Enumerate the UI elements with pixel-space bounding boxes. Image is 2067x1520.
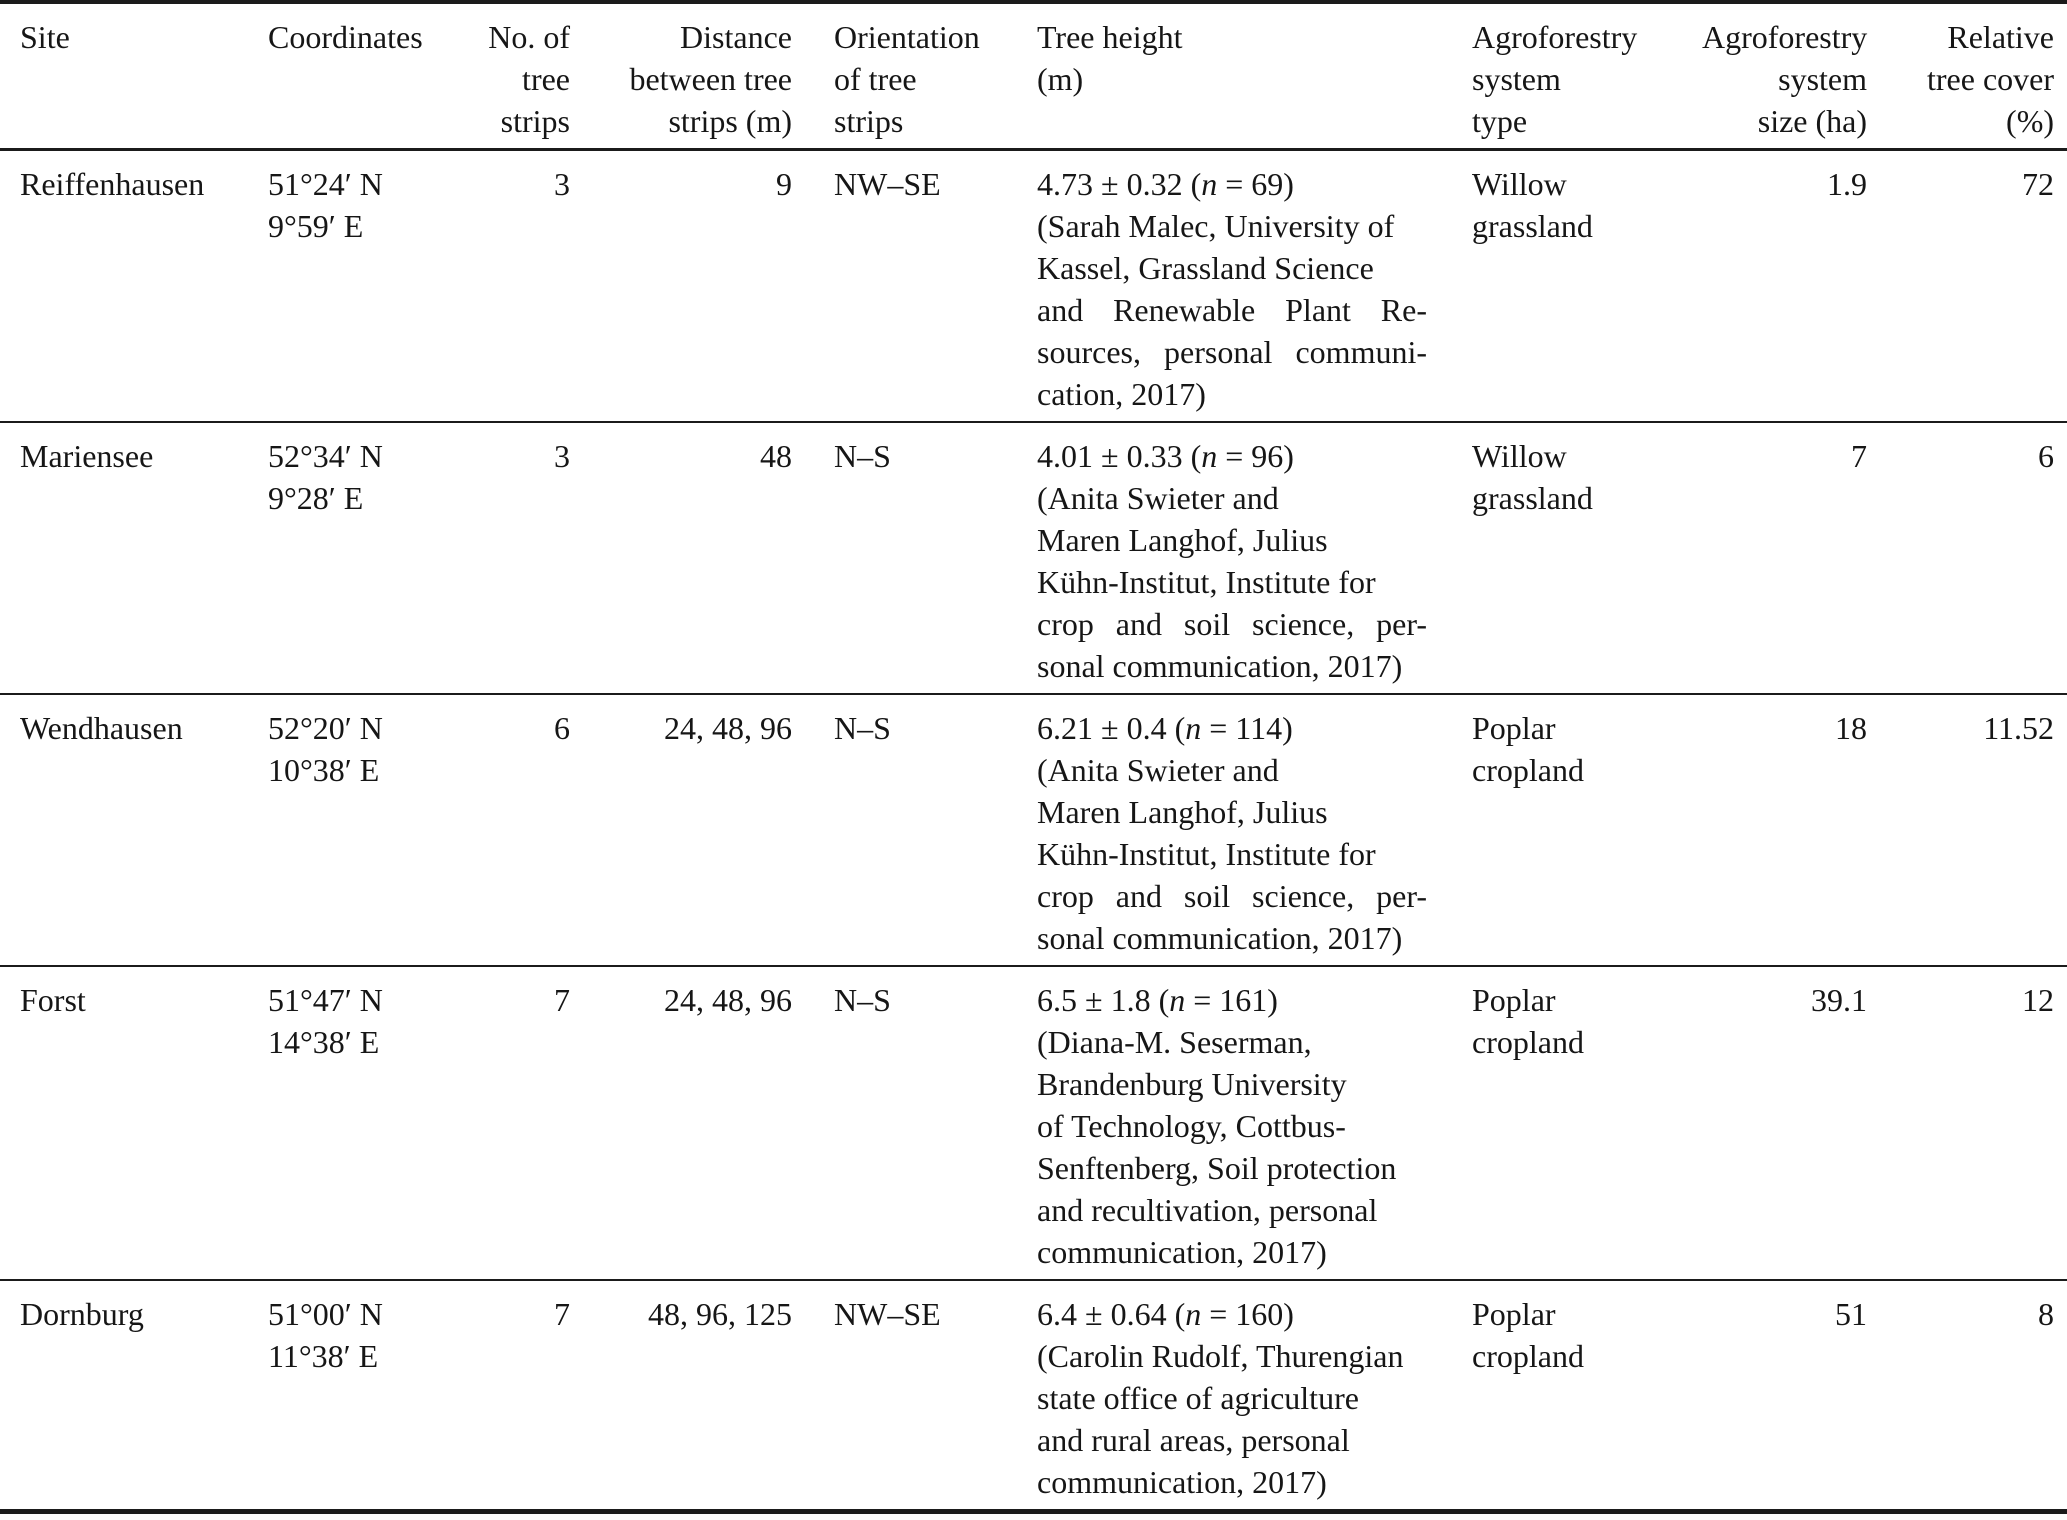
system-type-line: cropland: [1472, 1024, 1584, 1060]
n-value: = 69): [1217, 166, 1294, 202]
system-type-line: Poplar: [1472, 1296, 1556, 1332]
tree-cover-cell: 6: [2038, 438, 2054, 474]
system-type-cell: [1472, 966, 1702, 1280]
height-value: 6.5 ± 1.8 (: [1037, 982, 1170, 1018]
col-header-no-of-tree-strips: [450, 2, 570, 150]
header-line: (m): [1037, 61, 1084, 97]
orientation-cell: NW–SE: [834, 1296, 941, 1332]
n-value: = 114): [1201, 710, 1293, 746]
source-line: crop and soil science, per-: [1037, 606, 1427, 642]
header-line: Agroforestry: [1472, 19, 1638, 55]
latitude: 51°00′ N: [268, 1296, 383, 1332]
header-line: Site: [20, 19, 70, 55]
source-line: (Diana-M. Seserman,: [1037, 1024, 1312, 1060]
col-header-orientation: [792, 2, 1037, 150]
tree-cover-cell: 8: [2038, 1296, 2054, 1332]
source-line: Senftenberg, Soil protection: [1037, 1150, 1397, 1186]
col-header-relative-tree-cover: [1877, 2, 2067, 150]
source-line: (Anita Swieter and: [1037, 480, 1279, 516]
header-line: Relative: [1947, 19, 2054, 55]
site-cell: Mariensee: [20, 438, 154, 474]
header-line: No. of: [488, 19, 570, 55]
longitude: 9°28′ E: [268, 480, 364, 516]
height-value: 6.4 ± 0.64 (: [1037, 1296, 1186, 1332]
source-line: and rural areas, personal: [1037, 1422, 1350, 1458]
n-variable: n: [1201, 166, 1218, 202]
distance-cell: 9: [776, 166, 792, 202]
distance-cell: 24, 48, 96: [664, 982, 792, 1018]
no-of-tree-strips-cell: 3: [554, 438, 570, 474]
latitude: 51°47′ N: [268, 982, 383, 1018]
header-line: Distance: [680, 19, 792, 55]
distance-cell: 48, 96, 125: [648, 1296, 792, 1332]
site-cell: Reiffenhausen: [20, 166, 205, 202]
system-type-line: grassland: [1472, 208, 1593, 244]
source-line: (Carolin Rudolf, Thurengian: [1037, 1338, 1404, 1374]
source-line: (Anita Swieter and: [1037, 752, 1279, 788]
tree-height-cell: [1037, 150, 1472, 423]
tree-height-cell: [1037, 966, 1472, 1280]
header-row: [0, 2, 2067, 150]
height-value: 6.21 ± 0.4 (: [1037, 710, 1186, 746]
source-line: of Technology, Cottbus-: [1037, 1108, 1346, 1144]
header-line: Tree height: [1037, 19, 1183, 55]
source-line: Kassel, Grassland Science: [1037, 250, 1374, 286]
no-of-tree-strips-cell: 7: [554, 1296, 570, 1332]
no-of-tree-strips-cell: 3: [554, 166, 570, 202]
longitude: 9°59′ E: [268, 208, 364, 244]
header-line: Coordinates: [268, 19, 423, 55]
system-type-cell: [1472, 150, 1702, 423]
source-line: communication, 2017): [1037, 1464, 1327, 1500]
n-variable: n: [1185, 1296, 1202, 1332]
source-line: Brandenburg University: [1037, 1066, 1347, 1102]
source-line: Kühn-Institut, Institute for: [1037, 836, 1376, 872]
system-type-cell: [1472, 694, 1702, 966]
coordinates-cell: [255, 1280, 450, 1512]
system-type-line: cropland: [1472, 1338, 1584, 1374]
longitude: 10°38′ E: [268, 752, 380, 788]
tree-height-measure: [1037, 707, 1427, 749]
site-cell: Dornburg: [20, 1296, 144, 1332]
col-header-system-type: [1472, 2, 1702, 150]
header-line: type: [1472, 103, 1528, 139]
table-row-reiffenhausen: [0, 150, 2067, 423]
source-line: Kühn-Institut, Institute for: [1037, 564, 1376, 600]
orientation-cell: NW–SE: [834, 166, 941, 202]
col-header-tree-height: [1037, 2, 1472, 150]
header-line: system: [1472, 61, 1561, 97]
tree-cover-cell: 11.52: [1983, 710, 2054, 746]
header-line: strips: [834, 103, 904, 139]
header-line: strips (m): [668, 103, 792, 139]
source-line: cation, 2017): [1037, 376, 1206, 412]
header-line: Orientation: [834, 19, 980, 55]
header-line: between tree: [629, 61, 792, 97]
tree-cover-cell: 72: [2022, 166, 2054, 202]
longitude: 14°38′ E: [268, 1024, 380, 1060]
header-line: of tree: [834, 61, 917, 97]
source-line: Maren Langhof, Julius: [1037, 522, 1328, 558]
col-header-system-size: [1702, 2, 1877, 150]
system-size-cell: 39.1: [1811, 982, 1867, 1018]
tree-cover-cell: 12: [2022, 982, 2054, 1018]
site-cell: Forst: [20, 982, 86, 1018]
tree-height-cell: [1037, 694, 1472, 966]
n-variable: n: [1201, 438, 1218, 474]
tree-height-measure: [1037, 979, 1427, 1021]
system-type-cell: [1472, 1280, 1702, 1512]
table-row-wendhausen: [0, 694, 2067, 966]
tree-height-cell: [1037, 422, 1472, 694]
system-size-cell: 7: [1851, 438, 1867, 474]
system-type-line: Willow: [1472, 166, 1567, 202]
distance-cell: 48: [760, 438, 792, 474]
n-value: = 160): [1201, 1296, 1294, 1332]
coordinates-cell: [255, 422, 450, 694]
system-size-cell: 1.9: [1827, 166, 1867, 202]
coordinates-cell: [255, 150, 450, 423]
n-variable: n: [1169, 982, 1186, 1018]
source-line: (Sarah Malec, University of: [1037, 208, 1395, 244]
table-row-forst: [0, 966, 2067, 1280]
source-line: and recultivation, personal: [1037, 1192, 1378, 1228]
source-line: communication, 2017): [1037, 1234, 1327, 1270]
orientation-cell: N–S: [834, 710, 891, 746]
n-value: = 96): [1217, 438, 1294, 474]
coordinates-cell: [255, 694, 450, 966]
header-line: system: [1778, 61, 1867, 97]
source-line: sonal communication, 2017): [1037, 648, 1403, 684]
n-variable: n: [1185, 710, 1202, 746]
tree-height-measure: [1037, 1293, 1427, 1335]
system-type-line: Poplar: [1472, 710, 1556, 746]
header-line: Agroforestry: [1702, 19, 1868, 55]
source-line: Maren Langhof, Julius: [1037, 794, 1328, 830]
latitude: 52°20′ N: [268, 710, 383, 746]
col-header-site: [0, 2, 255, 150]
header-line: tree cover: [1926, 61, 2054, 97]
tree-height-measure: [1037, 163, 1427, 205]
system-size-cell: 51: [1835, 1296, 1867, 1332]
header-line: size (ha): [1757, 103, 1867, 139]
distance-cell: 24, 48, 96: [664, 710, 792, 746]
coordinates-cell: [255, 966, 450, 1280]
source-line: crop and soil science, per-: [1037, 878, 1427, 914]
system-type-line: grassland: [1472, 480, 1593, 516]
site-cell: Wendhausen: [20, 710, 183, 746]
header-line: tree: [522, 61, 570, 97]
tree-height-measure: [1037, 435, 1427, 477]
tree-height-cell: [1037, 1280, 1472, 1512]
longitude: 11°38′ E: [268, 1338, 379, 1374]
source-line: state office of agriculture: [1037, 1380, 1359, 1416]
header-line: strips: [500, 103, 570, 139]
source-line: and Renewable Plant Re-: [1037, 292, 1427, 328]
latitude: 51°24′ N: [268, 166, 383, 202]
height-value: 4.73 ± 0.32 (: [1037, 166, 1202, 202]
col-header-distance-between-strips: [570, 2, 792, 150]
no-of-tree-strips-cell: 6: [554, 710, 570, 746]
no-of-tree-strips-cell: 7: [554, 982, 570, 1018]
system-type-line: Willow: [1472, 438, 1567, 474]
system-type-cell: [1472, 422, 1702, 694]
height-value: 4.01 ± 0.33 (: [1037, 438, 1202, 474]
orientation-cell: N–S: [834, 982, 891, 1018]
system-size-cell: 18: [1835, 710, 1867, 746]
source-line: sources, personal communi-: [1037, 334, 1427, 370]
table-row-dornburg: [0, 1280, 2067, 1512]
header-line: (%): [2006, 103, 2054, 139]
system-type-line: cropland: [1472, 752, 1584, 788]
source-line: sonal communication, 2017): [1037, 920, 1403, 956]
n-value: = 161): [1185, 982, 1278, 1018]
orientation-cell: N–S: [834, 438, 891, 474]
latitude: 52°34′ N: [268, 438, 383, 474]
system-type-line: Poplar: [1472, 982, 1556, 1018]
table-row-mariensee: [0, 422, 2067, 694]
col-header-coordinates: [255, 2, 450, 150]
